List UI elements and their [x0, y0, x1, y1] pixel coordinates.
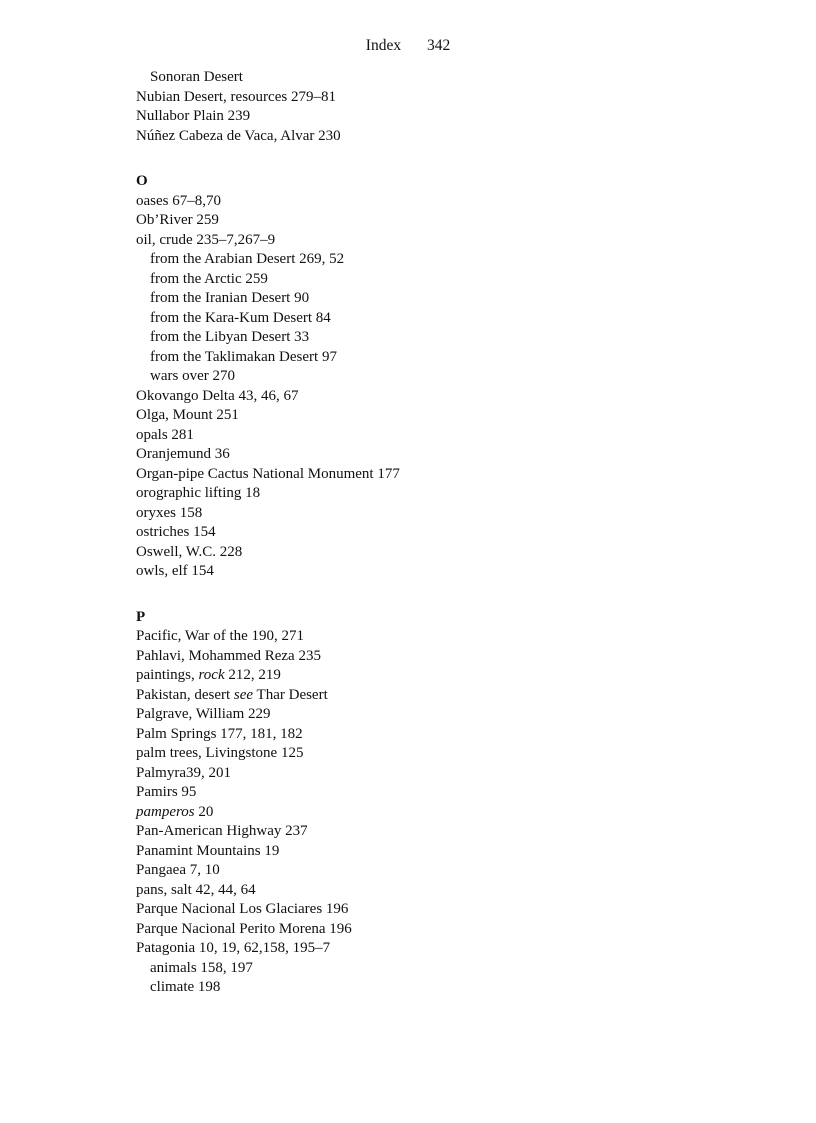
section-letter-p: P [136, 608, 146, 625]
index-entry [136, 803, 736, 823]
index-entry: oases 67–8,70 [136, 192, 221, 209]
index-subentry: from the Libyan Desert 33 [150, 329, 310, 345]
index-entry: oryxes 158 [136, 504, 203, 521]
index-subentry: from the Kara-Kum Desert 84 [150, 309, 331, 326]
index-entry: Ob’River 259 [136, 212, 219, 228]
entry-locator: 20 [194, 803, 214, 820]
index-subentry: wars over 270 [150, 368, 235, 384]
index-entry [136, 666, 736, 686]
index-entry: Oswell, W.C. 228 [136, 543, 243, 560]
index-entry: Pan-American Highway 237 [136, 823, 308, 839]
index-subentry: animals 158, 197 [150, 959, 253, 976]
index-entry: Parque Nacional Perito Morena 196 [136, 920, 352, 937]
entry-locator: Thar Desert [253, 686, 328, 703]
index-entry: Pacific, War of the 190, 271 [136, 628, 305, 644]
index-entry: Patagonia 10, 19, 62,158, 195–7 [136, 940, 331, 956]
section-gap [136, 146, 736, 172]
index-entry: Panamint Mountains 19 [136, 842, 280, 859]
index-subentry: Sonoran Desert [150, 69, 243, 85]
index-entry: Olga, Mount 251 [136, 407, 239, 423]
index-entry: owls, elf 154 [136, 563, 214, 579]
index-entry: Palmyra39, 201 [136, 764, 231, 781]
running-header [0, 36, 816, 56]
index-entry: oil, crude 235–7,267–9 [136, 231, 276, 248]
entry-text: Pakistan, desert [136, 686, 234, 703]
index-entry: palm trees, Livingstone 125 [136, 745, 304, 761]
index-entry: ostriches 154 [136, 524, 216, 540]
entry-italic: see [233, 686, 254, 703]
index-entry: Núñez Cabeza de Vaca, Alvar 230 [136, 127, 341, 144]
continued-entries [136, 68, 736, 146]
index-entry: Oranjemund 36 [136, 446, 230, 462]
index-entry: pans, salt 42, 44, 64 [136, 881, 256, 898]
section-o-entries [136, 192, 736, 582]
entry-text: paintings, [136, 667, 199, 683]
index-entry: Pamirs 95 [136, 784, 197, 800]
index-entry: Nubian Desert, resources 279–81 [136, 88, 336, 105]
header-title: Index [365, 37, 402, 54]
index-entry: orographic lifting 18 [136, 485, 261, 501]
index-entry: Pahlavi, Mohammed Reza 235 [136, 647, 321, 664]
index-subentry: climate 198 [150, 979, 221, 995]
index-entry: Pangaea 7, 10 [136, 862, 220, 878]
index-entry: opals 281 [136, 426, 194, 443]
index-body [136, 68, 736, 998]
index-entry: Palgrave, William 229 [136, 706, 271, 722]
index-entry: Organ-pipe Cactus National Monument 177 [136, 465, 400, 482]
index-subentry: from the Taklimakan Desert 97 [150, 348, 337, 365]
entry-italic: pamperos [136, 803, 195, 820]
index-entry: Palm Springs 177, 181, 182 [136, 725, 303, 742]
index-entry: Nullabor Plain 239 [136, 108, 251, 124]
section-p-entries [136, 627, 736, 998]
section-letter-o: O [136, 173, 148, 189]
index-subentry: from the Iranian Desert 90 [150, 290, 310, 306]
section-gap [136, 582, 736, 608]
index-subentry: from the Arabian Desert 269, 52 [150, 251, 345, 267]
index-entry: Okovango Delta 43, 46, 67 [136, 387, 299, 404]
index-subentry: from the Arctic 259 [150, 270, 268, 287]
entry-locator: 212, 219 [224, 667, 281, 683]
index-entry: Parque Nacional Los Glaciares 196 [136, 901, 349, 917]
entry-italic: rock [198, 667, 225, 683]
page-number: 342 [426, 37, 451, 54]
index-entry [136, 686, 736, 706]
